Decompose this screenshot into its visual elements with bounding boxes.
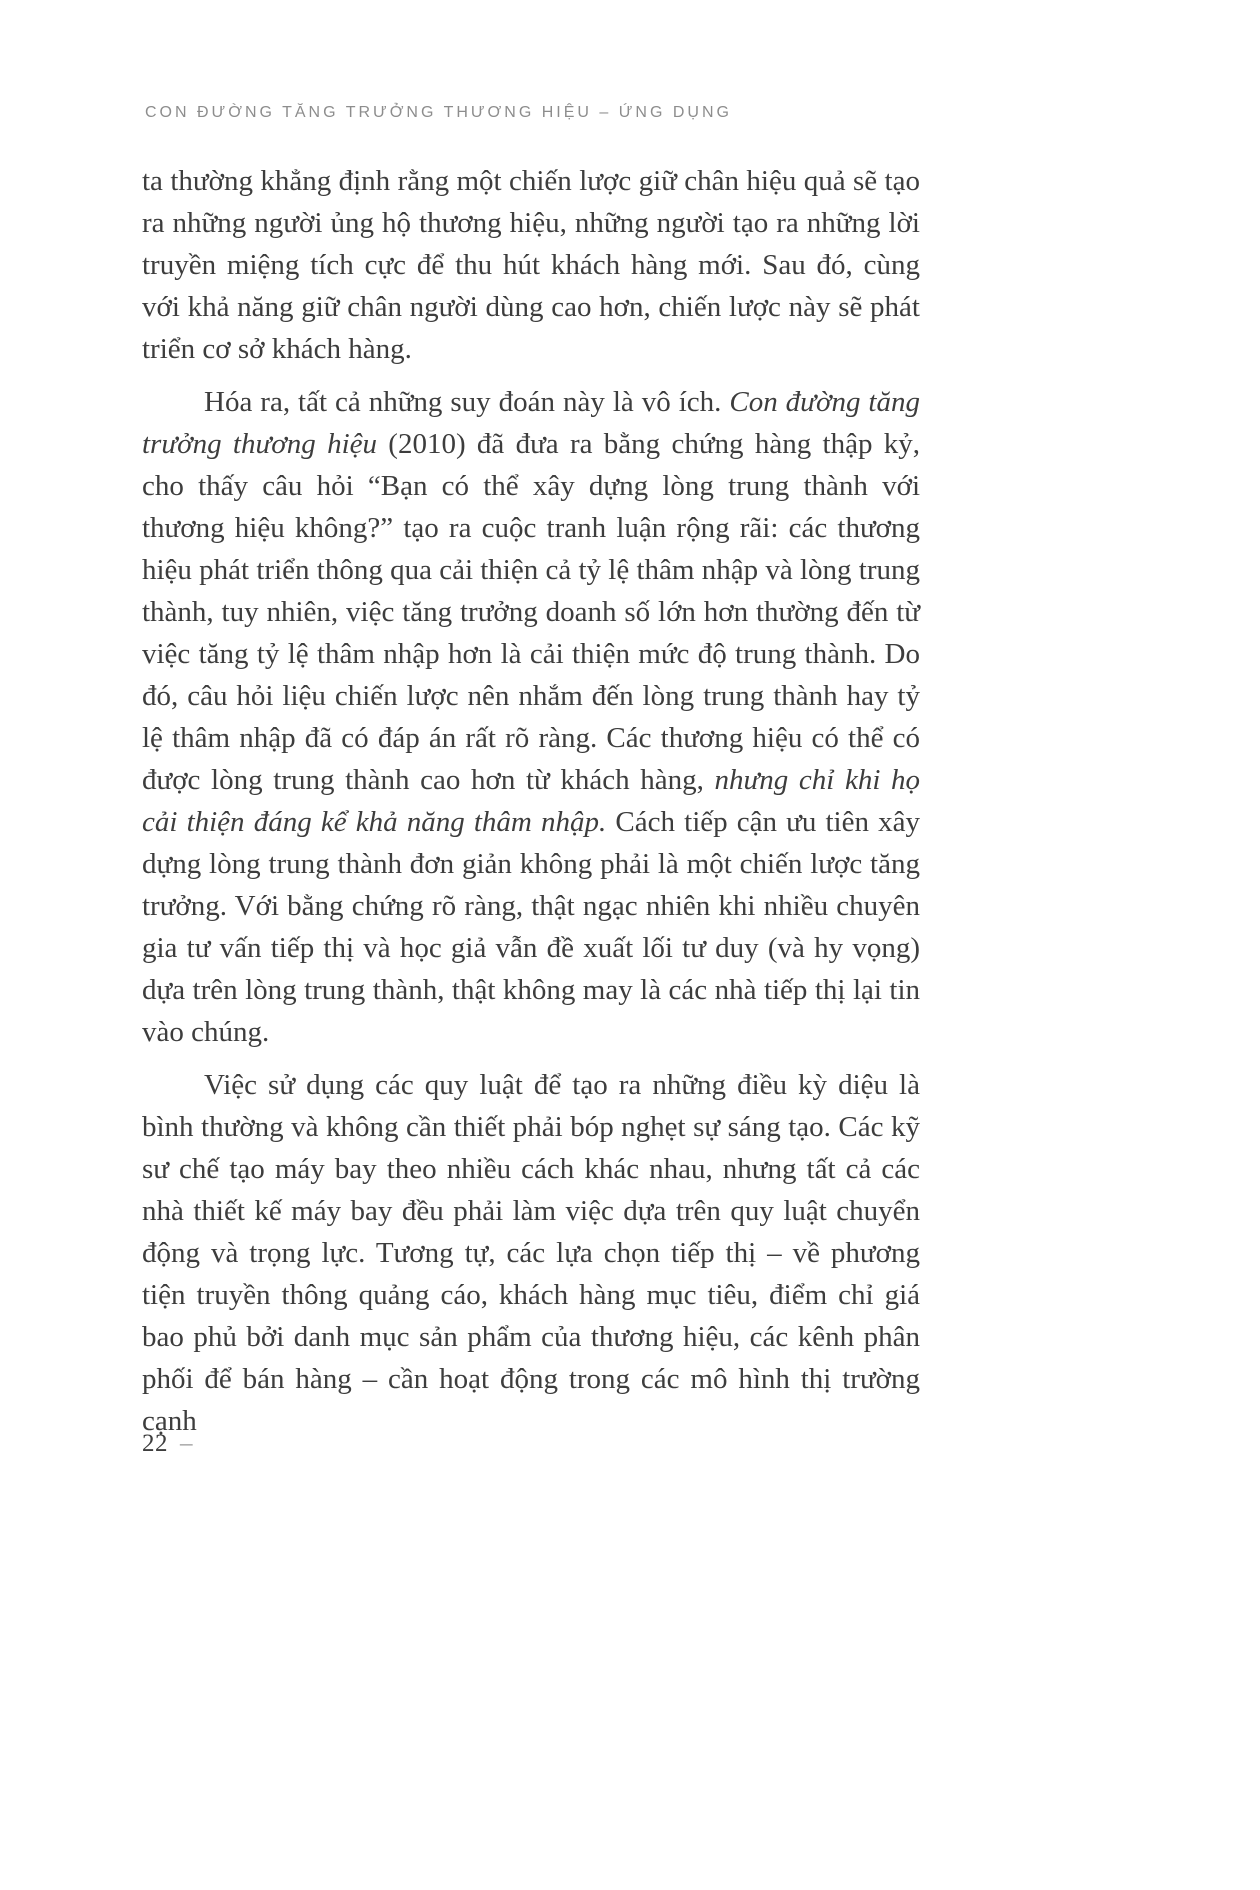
italic-text-run: Con đường tăng trưởng thương hiệu [142, 386, 920, 460]
page-body [142, 160, 920, 1442]
page-footer [142, 1430, 193, 1458]
text-run: ta thường khẳng định rằng một chiến lược giữ chân hiệu quả sẽ tạo ra những người ủng hộ thương hiệu, những người tạo ra những lời truyền miệng tích cực để thu hút khách hàng mới. Sau đó, cùng với khả năng giữ chân người dùng cao hơn, chiến lược này sẽ phát triển cơ sở khách hàng. [142, 165, 920, 365]
text-run: (2010) đã đưa ra bằng chứng hàng thập kỷ, cho thấy câu hỏi “Bạn có thể xây dựng lòng trung thành với thương hiệu không?” tạo ra cuộc tranh luận rộng rãi: các thương hiệu phát triển thông qua cải thiện cả tỷ lệ thâm nhập và lòng trung thành, tuy nhiên, việc tăng trưởng doanh số lớn hơn thường đến từ việc tăng tỷ lệ thâm nhập hơn là cải thiện mức độ trung thành. Do đó, câu hỏi liệu chiến lược nên nhắm đến lòng trung thành hay tỷ lệ thâm nhập đã có đáp án rất rõ ràng. Các thương hiệu có thể có được lòng trung thành cao hơn từ khách hàng, [142, 428, 920, 796]
running-header: CON ĐƯỜNG TĂNG TRƯỞNG THƯƠNG HIỆU – ỨNG DỤNG [145, 104, 732, 121]
text-run: Hóa ra, tất cả những suy đoán này là vô ích. [204, 386, 730, 418]
text-run: Cách tiếp cận ưu tiên xây dựng lòng trung thành đơn giản không phải là một chiến lược tăng trưởng. Với bằng chứng rõ ràng, thật ngạc nhiên khi nhiều chuyên gia tư vấn tiếp thị và học giả vẫn đề xuất lối tư duy (và hy vọng) dựa trên lòng trung thành, thật không may là các nhà tiếp thị lại tin vào chúng. [142, 806, 920, 1048]
text-run: Việc sử dụng các quy luật để tạo ra những điều kỳ diệu là bình thường và không cần thiết phải bóp nghẹt sự sáng tạo. Các kỹ sư chế tạo máy bay theo nhiều cách khác nhau, nhưng tất cả các nhà thiết kế máy bay đều phải làm việc dựa trên quy luật chuyển động và trọng lực. Tương tự, các lựa chọn tiếp thị – về phương tiện truyền thông quảng cáo, khách hàng mục tiêu, điểm chỉ giá bao phủ bởi danh mục sản phẩm của thương hiệu, các kênh phân phối để bán hàng – cần hoạt động trong các mô hình thị trường cạnh [142, 1069, 920, 1437]
italic-text-run: nhưng chỉ khi họ cải thiện đáng kể khả năng thâm nhập. [142, 764, 920, 838]
paragraph [142, 160, 920, 370]
page-number-dash: – [180, 1430, 193, 1457]
page-number: 22 [142, 1430, 168, 1457]
paragraph [142, 1064, 920, 1442]
paragraph [142, 381, 920, 1053]
